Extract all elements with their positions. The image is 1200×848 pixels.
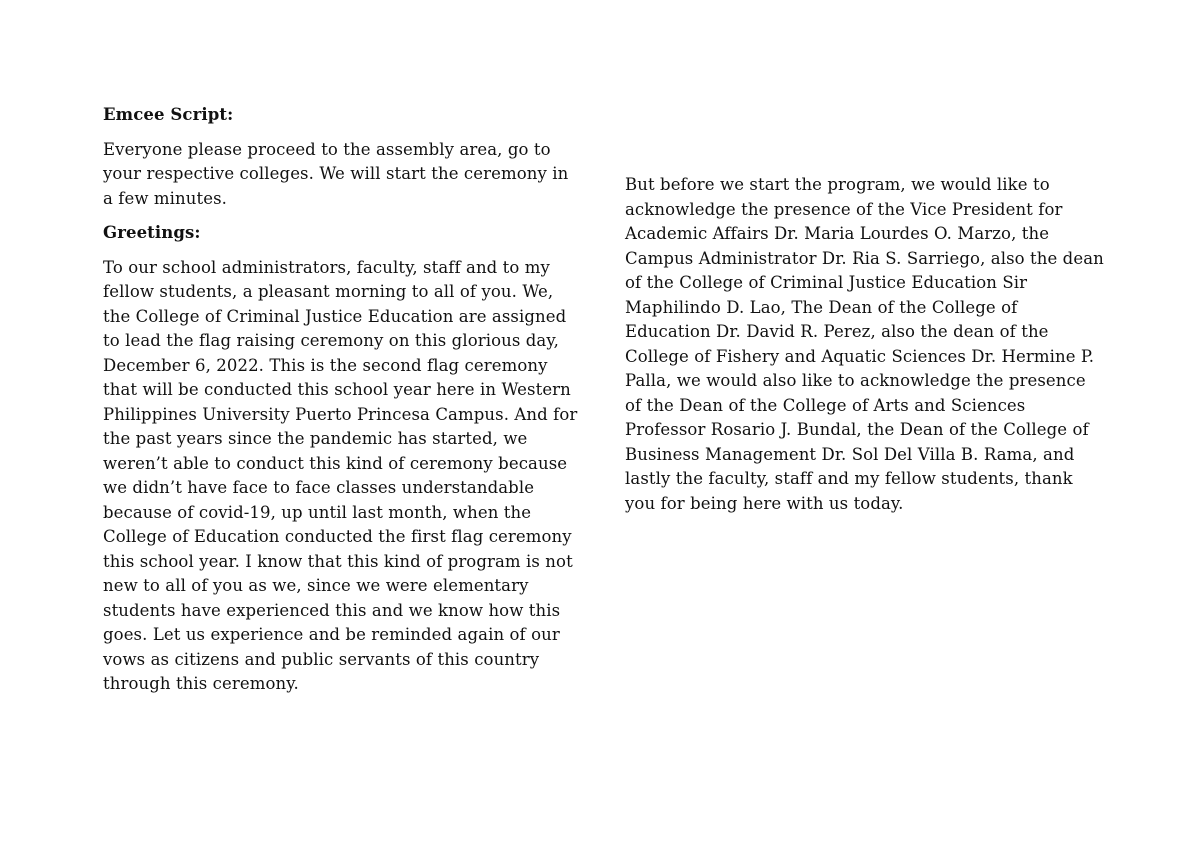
acknowledgement-paragraph: But before we start the program, we would like to acknowledge the presence of the Vice President for Academic Affairs Dr. Maria Lourdes O. Marzo, the Campus Administrator Dr. Ria S. Sarriego, also the dean of the College of Criminal Justice Education Sir Maphilindo D. Lao, The Dean of the College of Education Dr. David R. Perez, also the dean of the College of Fishery and Aquatic Sciences Dr. Hermine P. Palla, we would also like to acknowledge the presence of the Dean of the College of Arts and Sciences Professor Rosario J. Bundal, the Dean of the College of Business Management Dr. Sol Del Villa B. Rama, and lastly the faculty, staff and my fellow students, thank you for being here with us today.: [625, 175, 1104, 513]
greetings-heading: Greetings:: [103, 223, 201, 242]
intro-paragraph: Everyone please proceed to the assembly area, go to your respective colleges. We will start the ceremony in a few minutes.: [103, 139, 569, 208]
greetings-paragraph: To our school administrators, faculty, staff and to my fellow students, a pleasant morning to all of you. We, the College of Criminal Justice Education are assigned to lead the flag raising ceremony on this glorious day, December 6, 2022. This is the second flag ceremony that will be conducted this school year here in Western Philippines University Puerto Princesa Campus. And for the past years since the pandemic has started, we weren’t able to conduct this kind of ceremony because we didn’t have face to face classes understandable because of covid-19, up until last month, when the College of Education conducted the first flag ceremony this school year. I know that this kind of program is not new to all of you as we, since we were elementary students have experienced this and we know how this goes. Let us experience and be reminded again of our vows as citizens and public servants of this country through this ceremony.: [103, 257, 578, 693]
left-column: [103, 103, 581, 707]
right-column: [625, 173, 1105, 526]
emcee-script-heading: Emcee Script:: [103, 105, 234, 124]
